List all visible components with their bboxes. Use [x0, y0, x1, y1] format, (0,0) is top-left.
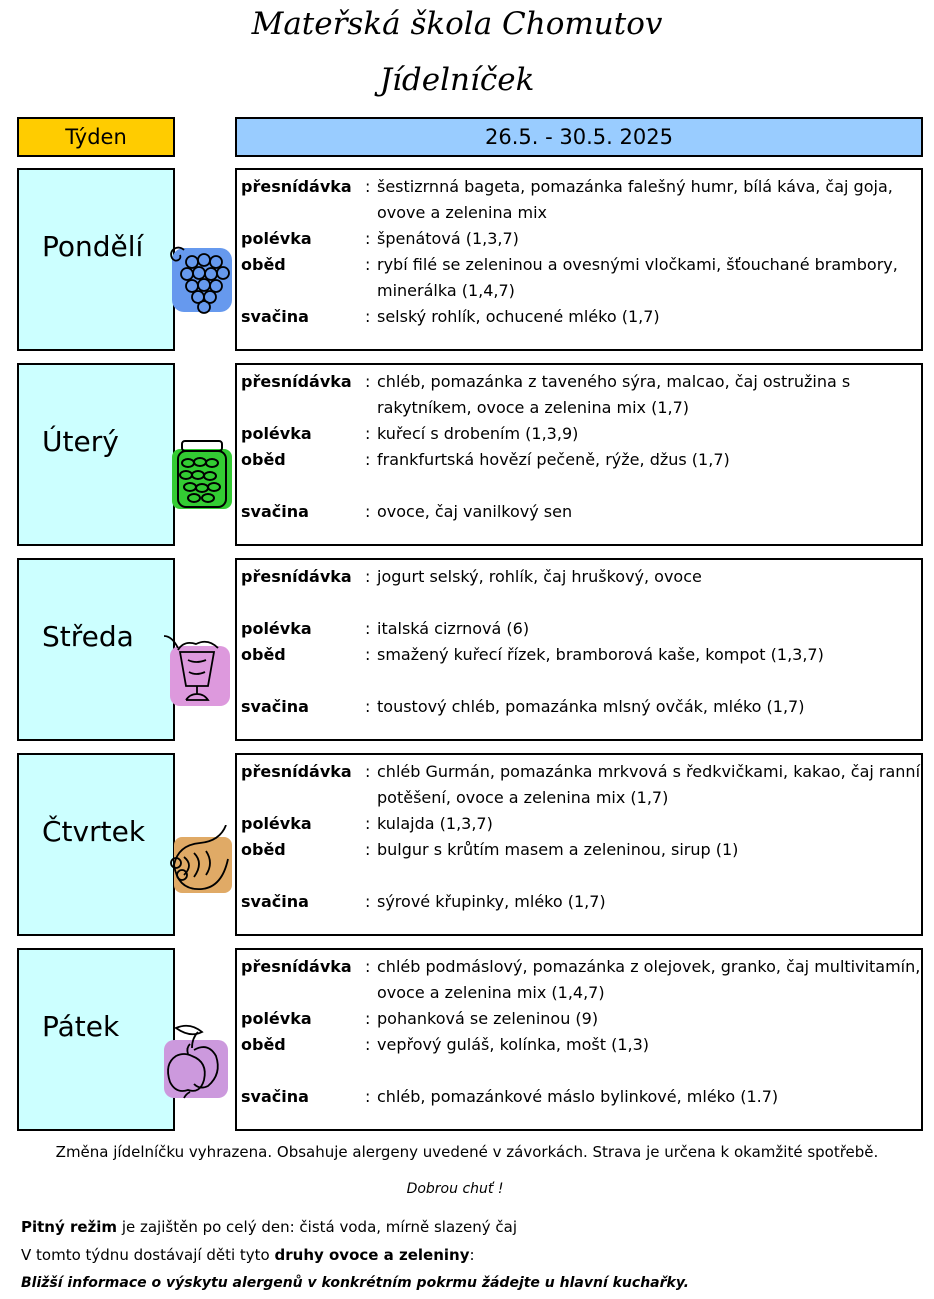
day-name: Čtvrtek	[42, 815, 146, 848]
meal-label: přesnídávka	[241, 957, 352, 976]
meal-value: kulajda (1,3,7)	[377, 814, 493, 833]
cornucopia-icon	[154, 825, 234, 909]
meal-label: přesnídávka	[241, 762, 352, 781]
day-menu	[235, 948, 923, 1131]
meal-label: svačina	[241, 892, 309, 911]
grapes-icon	[154, 240, 234, 324]
day-cell	[17, 948, 175, 1131]
meal-label: svačina	[241, 502, 309, 521]
meal-value: toustový chléb, pomazánka mlsný ovčák, mléko (1,7)	[377, 697, 805, 716]
meal-separator: :	[365, 567, 371, 586]
drinking-regime-text: je zajištěn po celý den: čistá voda, mírně slazený čaj	[117, 1218, 518, 1236]
fruit-line-start: V tomto týdnu dostávají děti tyto	[21, 1246, 275, 1264]
meal-separator: :	[365, 814, 371, 833]
meal-separator: :	[365, 840, 371, 859]
day-cell	[17, 363, 175, 546]
meal-label: přesnídávka	[241, 372, 352, 391]
day-menu	[235, 363, 923, 546]
meal-separator: :	[365, 255, 371, 274]
meal-value: kuřecí s drobením (1,3,9)	[377, 424, 579, 443]
drinking-regime-label: Pitný režim	[21, 1218, 118, 1236]
meal-value: špenátová (1,3,7)	[377, 229, 519, 248]
meal-label: polévka	[241, 1009, 312, 1028]
meal-value: ovoce, čaj vanilkový sen	[377, 502, 573, 521]
meal-value: selský rohlík, ochucené mléko (1,7)	[377, 307, 660, 326]
meal-label: polévka	[241, 619, 312, 638]
meal-value: šestizrnná bageta, pomazánka falešný humr, bílá káva, čaj goja, ovove a zelenina mix	[377, 177, 893, 222]
meal-separator: :	[365, 1009, 371, 1028]
fruit-line-end: :	[469, 1246, 475, 1264]
day-name: Středa	[42, 620, 134, 653]
day-name: Pátek	[42, 1010, 120, 1043]
meal-separator: :	[365, 307, 371, 326]
meal-separator: :	[365, 697, 371, 716]
allergen-info: Bližší informace o výskytu alergenů v konkrétním pokrmu žádejte u hlavní kuchařky.	[21, 1275, 689, 1291]
notice-text: Změna jídelníčku vyhrazena. Obsahuje alergeny uvedené v závorkách. Strava je určena k okamžité spotřebě.	[55, 1143, 879, 1161]
meal-label: svačina	[241, 697, 309, 716]
meal-separator: :	[365, 424, 371, 443]
meal-separator: :	[365, 762, 371, 781]
day-cell	[17, 558, 175, 741]
drinking-regime	[21, 1218, 517, 1236]
day-cell	[17, 753, 175, 936]
meal-value: chléb, pomazánka z taveného sýra, malcao, čaj ostružina s rakytníkem, ovoce a zelenina mix (1,7)	[377, 372, 851, 417]
meal-label: polévka	[241, 229, 312, 248]
week-range: 26.5. - 30.5. 2025	[235, 117, 923, 157]
day-menu	[235, 168, 923, 351]
meal-value: rybí filé se zeleninou a ovesnými vločkami, šťouchané brambory, minerálka (1,4,7)	[377, 255, 898, 300]
greeting-text: Dobrou chuť !	[406, 1181, 504, 1197]
jar-icon	[154, 435, 234, 519]
apples-icon	[154, 1020, 234, 1104]
meal-label: svačina	[241, 1087, 309, 1106]
meal-value: pohanková se zeleninou (9)	[377, 1009, 599, 1028]
meal-separator: :	[365, 892, 371, 911]
meal-value: italská cizrnová (6)	[377, 619, 530, 638]
school-title: Mateřská škola Chomutov	[251, 6, 663, 42]
meal-separator: :	[365, 1087, 371, 1106]
meal-label: oběd	[241, 645, 286, 664]
meal-value: jogurt selský, rohlík, čaj hruškový, ovoce	[377, 567, 702, 586]
meal-value: smažený kuřecí řízek, bramborová kaše, kompot (1,3,7)	[377, 645, 824, 664]
meal-value: chléb podmáslový, pomazánka z olejovek, granko, čaj multivitamín, ovoce a zelenina mix (1,4,7)	[377, 957, 921, 1002]
dessert-cup-icon	[154, 630, 234, 714]
meal-label: oběd	[241, 255, 286, 274]
meal-label: svačina	[241, 307, 309, 326]
meal-value: chléb Gurmán, pomazánka mrkvová s ředkvičkami, kakao, čaj ranní potěšení, ovoce a zelenina mix (1,7)	[377, 762, 921, 807]
fruit-line-bold: druhy ovoce a zeleniny	[274, 1246, 470, 1264]
day-menu	[235, 558, 923, 741]
meal-label: oběd	[241, 840, 286, 859]
day-cell	[17, 168, 175, 351]
meal-separator: :	[365, 177, 371, 196]
meal-separator: :	[365, 645, 371, 664]
meal-separator: :	[365, 619, 371, 638]
meal-separator: :	[365, 502, 371, 521]
meal-label: polévka	[241, 424, 312, 443]
fruit-line	[21, 1246, 475, 1264]
meal-value: bulgur s krůtím masem a zeleninou, sirup (1)	[377, 840, 739, 859]
day-menu	[235, 753, 923, 936]
meal-separator: :	[365, 372, 371, 391]
meal-label: polévka	[241, 814, 312, 833]
meal-label: přesnídávka	[241, 567, 352, 586]
meal-value: frankfurtská hovězí pečeně, rýže, džus (1,7)	[377, 450, 730, 469]
meal-label: oběd	[241, 450, 286, 469]
menu-title: Jídelníček	[379, 62, 535, 98]
meal-separator: :	[365, 450, 371, 469]
meal-separator: :	[365, 1035, 371, 1054]
meal-separator: :	[365, 229, 371, 248]
meal-value: sýrové křupinky, mléko (1,7)	[377, 892, 606, 911]
meal-separator: :	[365, 957, 371, 976]
week-label: Týden	[17, 117, 175, 157]
day-name: Pondělí	[42, 230, 144, 263]
day-name: Úterý	[42, 425, 119, 458]
meal-label: oběd	[241, 1035, 286, 1054]
meal-label: přesnídávka	[241, 177, 352, 196]
meal-value: chléb, pomazánkové máslo bylinkové, mléko (1.7)	[377, 1087, 779, 1106]
meal-value: vepřový guláš, kolínka, mošt (1,3)	[377, 1035, 650, 1054]
